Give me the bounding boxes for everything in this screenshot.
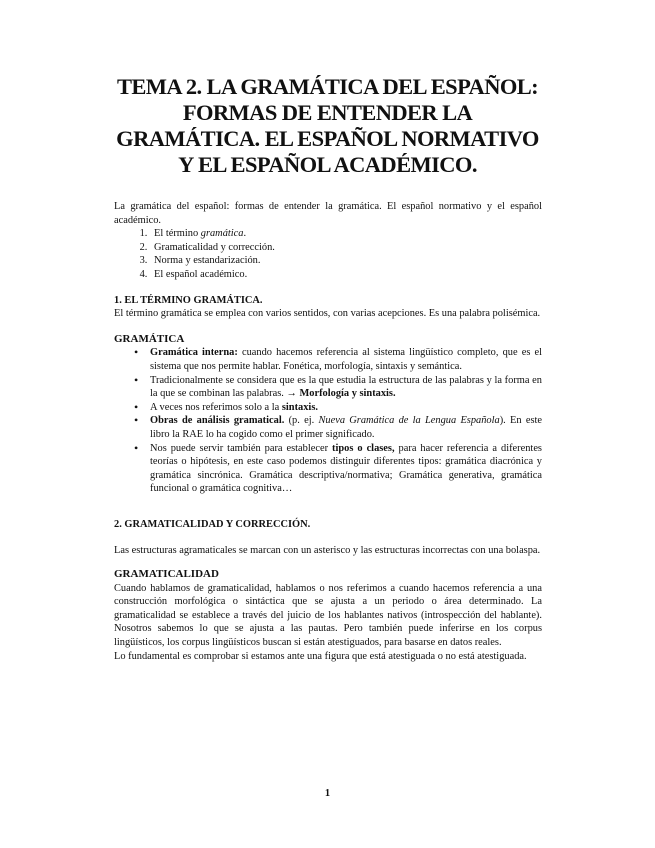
item-text: A veces nos referimos solo a la bbox=[150, 401, 282, 413]
toc-item: 4. El español académico. bbox=[150, 268, 542, 282]
list-item bbox=[150, 401, 542, 415]
body-paragraph: Cuando hablamos de gramaticalidad, hablamos o nos referimos a cuando hacemos referencia a una construcción morfológica o sintáctica que se ajusta a un periodo o área determinado. La gramaticalidad se establece a través del juicio de los hablantes nativos (introspección del hablante). Nosotros sabemos lo que se ajusta a las pautas. Pero también puede inferirse en los corpus lingüísticos, los corpus lingüísticos buscan si están atestiguados, para basarse en datos reales. bbox=[114, 582, 542, 649]
list-item bbox=[150, 442, 542, 496]
subsection-heading: GRAMATICALIDAD bbox=[114, 568, 219, 581]
toc-item-italic: gramática bbox=[200, 228, 244, 240]
title-line: TEMA 2. LA GRAMÁTICA DEL ESPAÑOL: bbox=[116, 74, 539, 99]
toc-item bbox=[150, 227, 542, 241]
item-text: cuando hacemos referencia al sistema lingüístico completo, que es el sistema que nos permite hablar. Fonética, morfología, sintaxis y semántica. bbox=[150, 347, 543, 372]
toc-item: 3. Norma y estandarización. bbox=[150, 254, 542, 268]
item-text: (p. ej. bbox=[284, 415, 319, 427]
item-text: Tradicionalmente se considera que es la que estudia la estructura de las palabras y la forma en la que se combinan las palabras. → bbox=[150, 374, 542, 400]
list-item bbox=[150, 346, 542, 373]
spacer bbox=[114, 531, 542, 544]
table-of-contents bbox=[114, 227, 542, 281]
subsection-heading: GRAMÁTICA bbox=[114, 332, 185, 345]
spacer bbox=[114, 496, 542, 518]
bold-term: tipos o clases, bbox=[332, 442, 395, 454]
list-item bbox=[150, 374, 542, 401]
toc-item-suffix: . bbox=[243, 228, 247, 240]
title-line: GRAMÁTICA. EL ESPAÑOL NORMATIVO bbox=[116, 126, 539, 151]
section-heading: 1. EL TÉRMINO GRAMÁTICA. bbox=[114, 294, 263, 306]
document-title bbox=[90, 74, 565, 178]
bullet-list bbox=[114, 346, 542, 496]
item-text: ). En este libro la RAE lo ha cogido como el primer significado. bbox=[150, 415, 542, 440]
title-line: Y EL ESPAÑOL ACADÉMICO. bbox=[178, 152, 477, 177]
intro-paragraph: La gramática del español: formas de entender la gramática. El español normativo y el español académico. bbox=[114, 201, 542, 226]
body-paragraph: Lo fundamental es comprobar si estamos ante una figura que está atestiguada o no está atestiguada. bbox=[114, 650, 527, 662]
bold-term: Gramática interna: bbox=[150, 347, 238, 359]
book-title: Nueva Gramática de la Lengua Española bbox=[318, 415, 500, 427]
page-number: 1 bbox=[324, 788, 331, 799]
list-item bbox=[150, 414, 542, 441]
item-text: Nos puede servir también para establecer bbox=[150, 442, 333, 454]
item-text: para hacer referencia a diferentes teorías o hipótesis, en este caso podemos distinguir diferentes tipos: gramática diacrónica y gramática sincrónica. Gramática descriptiva/normativa; Gramática generativa, gramática funcional o gramática cognitiva… bbox=[150, 442, 542, 495]
title-line: FORMAS DE ENTENDER LA bbox=[182, 100, 473, 125]
document-body bbox=[114, 200, 542, 663]
bold-term: sintaxis. bbox=[281, 401, 318, 413]
section-paragraph: El término gramática se emplea con varios sentidos, con varias acepciones. Es una palabra polisémica. bbox=[114, 308, 541, 320]
bold-term: Morfología y sintaxis. bbox=[299, 388, 396, 400]
section-heading: 2. GRAMATICALIDAD Y CORRECCIÓN. bbox=[114, 518, 311, 530]
section-paragraph: Las estructuras agramaticales se marcan con un asterisco y las estructuras incorrectas con una bolaspa. bbox=[114, 545, 541, 557]
toc-item-text: El término bbox=[154, 228, 201, 240]
toc-item: 2. Gramaticalidad y corrección. bbox=[150, 241, 542, 255]
bold-term: Obras de análisis gramatical. bbox=[150, 415, 285, 427]
